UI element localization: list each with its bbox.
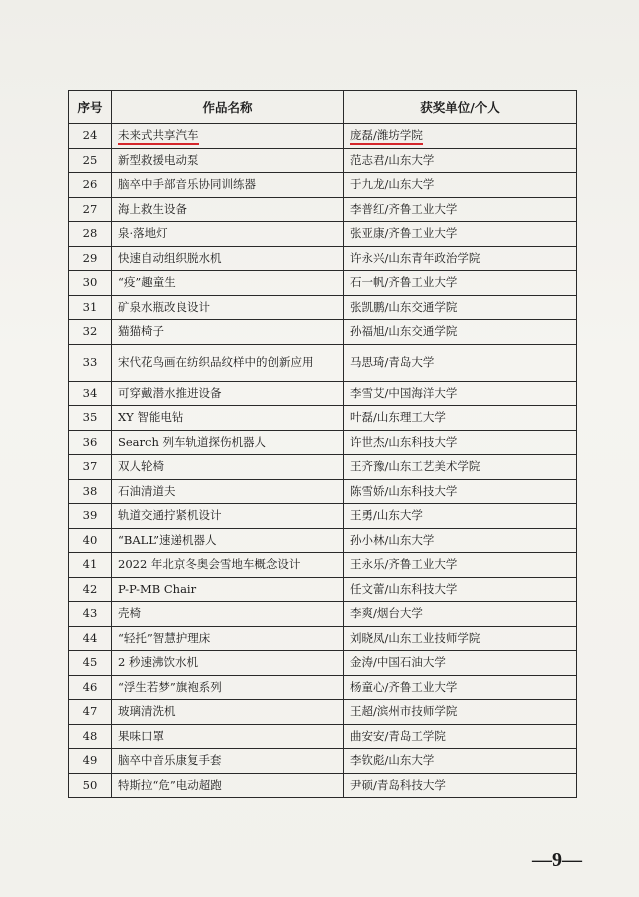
row-work-name bbox=[112, 553, 344, 578]
row-number-text: 39 bbox=[82, 508, 98, 523]
row-work-name bbox=[112, 271, 344, 296]
row-winner-text: 许世杰/山东科技大学 bbox=[350, 434, 458, 449]
row-work-name bbox=[112, 724, 344, 749]
table-row bbox=[69, 749, 577, 774]
table-row bbox=[69, 124, 577, 149]
row-number-text: 29 bbox=[82, 250, 98, 265]
table-row bbox=[69, 295, 577, 320]
row-work-name-text: 轨道交通拧紧机设计 bbox=[118, 508, 222, 523]
row-work-name-text: 快速自动组织脱水机 bbox=[118, 250, 222, 265]
row-number bbox=[69, 577, 112, 602]
row-work-name-text: 2022 年北京冬奥会雪地车概念设计 bbox=[118, 557, 301, 572]
row-winner-text: 王齐豫/山东工艺美术学院 bbox=[350, 459, 481, 474]
row-work-name-text: 壳椅 bbox=[118, 606, 141, 621]
row-winner-text: 王永乐/齐鲁工业大学 bbox=[350, 557, 458, 572]
row-winner-text: 庞磊/潍坊学院 bbox=[350, 128, 423, 145]
row-winner bbox=[344, 675, 577, 700]
row-winner-text: 刘晓凤/山东工业技师学院 bbox=[350, 630, 481, 645]
row-number-text: 31 bbox=[82, 299, 98, 314]
row-work-name bbox=[112, 197, 344, 222]
row-number-text: 47 bbox=[82, 704, 98, 719]
row-number-text: 28 bbox=[82, 226, 98, 241]
row-work-name-text: 宋代花鸟画在纺织品纹样中的创新应用 bbox=[118, 355, 314, 369]
table-row bbox=[69, 344, 577, 381]
row-winner-text: 石一帆/齐鲁工业大学 bbox=[350, 275, 458, 290]
row-number-text: 25 bbox=[82, 152, 98, 167]
row-winner bbox=[344, 344, 577, 381]
row-winner bbox=[344, 295, 577, 320]
row-work-name bbox=[112, 430, 344, 455]
table-row bbox=[69, 320, 577, 345]
table-row bbox=[69, 271, 577, 296]
row-number bbox=[69, 749, 112, 774]
header-unit: 获奖单位/个人 bbox=[344, 91, 577, 124]
row-winner-text: 李雪艾/中国海洋大学 bbox=[350, 385, 458, 400]
row-number bbox=[69, 553, 112, 578]
row-work-name bbox=[112, 320, 344, 345]
table-row bbox=[69, 381, 577, 406]
row-work-name bbox=[112, 700, 344, 725]
row-work-name-text: 双人轮椅 bbox=[118, 459, 164, 474]
row-winner bbox=[344, 197, 577, 222]
row-number-text: 40 bbox=[82, 532, 98, 547]
row-work-name bbox=[112, 651, 344, 676]
row-winner-text: 范志君/山东大学 bbox=[350, 152, 435, 167]
row-work-name-text: “轻托”智慧护理床 bbox=[118, 630, 211, 645]
row-work-name-text: P-P-MB Chair bbox=[118, 581, 197, 596]
row-work-name-text: 特斯拉“危”电动超跑 bbox=[118, 777, 222, 792]
header-name: 作品名称 bbox=[112, 91, 344, 124]
table-row bbox=[69, 602, 577, 627]
row-winner bbox=[344, 406, 577, 431]
row-work-name-text: 玻璃清洗机 bbox=[118, 704, 176, 719]
row-work-name-text: 新型救援电动泵 bbox=[118, 152, 199, 167]
row-number-text: 37 bbox=[82, 459, 98, 474]
table-row bbox=[69, 173, 577, 198]
table-row bbox=[69, 197, 577, 222]
row-winner bbox=[344, 626, 577, 651]
awards-table bbox=[68, 90, 577, 798]
row-winner bbox=[344, 479, 577, 504]
row-work-name-text: 未来式共享汽车 bbox=[118, 128, 199, 145]
row-winner-text: 张亚康/齐鲁工业大学 bbox=[350, 226, 458, 241]
row-number-text: 49 bbox=[82, 753, 98, 768]
table-row bbox=[69, 528, 577, 553]
row-work-name-text: Search 列车轨道探伤机器人 bbox=[118, 434, 267, 449]
row-number bbox=[69, 528, 112, 553]
row-work-name-text: 矿泉水瓶改良设计 bbox=[118, 299, 210, 314]
table-header-row bbox=[69, 91, 577, 124]
row-number-text: 44 bbox=[82, 630, 98, 645]
row-work-name bbox=[112, 455, 344, 480]
row-winner bbox=[344, 246, 577, 271]
row-work-name bbox=[112, 344, 344, 381]
row-number bbox=[69, 381, 112, 406]
row-number-text: 27 bbox=[82, 201, 98, 216]
row-winner bbox=[344, 320, 577, 345]
row-winner bbox=[344, 602, 577, 627]
row-work-name bbox=[112, 528, 344, 553]
row-number bbox=[69, 700, 112, 725]
row-winner-text: 李普红/齐鲁工业大学 bbox=[350, 201, 458, 216]
row-work-name bbox=[112, 626, 344, 651]
row-winner-text: 杨童心/齐鲁工业大学 bbox=[350, 679, 458, 694]
row-number bbox=[69, 124, 112, 149]
row-winner bbox=[344, 148, 577, 173]
row-work-name-text: “浮生若梦”旗袍系列 bbox=[118, 679, 222, 694]
row-work-name bbox=[112, 504, 344, 529]
row-number-text: 45 bbox=[82, 655, 98, 670]
table-row bbox=[69, 577, 577, 602]
row-number bbox=[69, 148, 112, 173]
row-number-text: 35 bbox=[82, 410, 98, 425]
row-work-name-text: 泉·落地灯 bbox=[118, 226, 168, 241]
row-winner-text: 曲安安/青岛工学院 bbox=[350, 728, 446, 743]
row-winner-text: 叶磊/山东理工大学 bbox=[350, 410, 446, 425]
row-number-text: 43 bbox=[82, 606, 98, 621]
row-winner bbox=[344, 553, 577, 578]
row-work-name-text: 果味口罩 bbox=[118, 728, 164, 743]
row-winner-text: 孙小林/山东大学 bbox=[350, 532, 435, 547]
row-winner bbox=[344, 749, 577, 774]
table-row bbox=[69, 479, 577, 504]
table-row bbox=[69, 148, 577, 173]
row-winner-text: 王超/滨州市技师学院 bbox=[350, 704, 458, 719]
row-work-name-text: 脑卒中手部音乐协同训练器 bbox=[118, 177, 256, 192]
row-work-name-text: 石油清道夫 bbox=[118, 483, 176, 498]
row-number bbox=[69, 246, 112, 271]
row-number bbox=[69, 430, 112, 455]
row-number bbox=[69, 504, 112, 529]
row-work-name bbox=[112, 602, 344, 627]
row-number-text: 41 bbox=[82, 557, 98, 572]
row-winner-text: 马思琦/青岛大学 bbox=[350, 355, 435, 369]
table-row bbox=[69, 246, 577, 271]
row-number-text: 36 bbox=[82, 434, 98, 449]
row-number bbox=[69, 724, 112, 749]
row-winner bbox=[344, 577, 577, 602]
row-number bbox=[69, 479, 112, 504]
row-number bbox=[69, 773, 112, 798]
row-number bbox=[69, 455, 112, 480]
row-work-name-text: 猫猫椅子 bbox=[118, 324, 164, 339]
row-winner-text: 于九龙/山东大学 bbox=[350, 177, 435, 192]
row-work-name-text: 脑卒中音乐康复手套 bbox=[118, 753, 222, 768]
row-number-text: 33 bbox=[82, 355, 98, 369]
row-number-text: 42 bbox=[82, 581, 98, 596]
row-winner-text: 金涛/中国石油大学 bbox=[350, 655, 446, 670]
row-work-name bbox=[112, 406, 344, 431]
row-number-text: 46 bbox=[82, 679, 98, 694]
row-winner bbox=[344, 173, 577, 198]
row-work-name bbox=[112, 246, 344, 271]
table-row bbox=[69, 504, 577, 529]
table-row bbox=[69, 222, 577, 247]
row-winner bbox=[344, 773, 577, 798]
row-number bbox=[69, 320, 112, 345]
row-number bbox=[69, 651, 112, 676]
table-row bbox=[69, 773, 577, 798]
row-work-name bbox=[112, 295, 344, 320]
row-winner bbox=[344, 651, 577, 676]
row-winner bbox=[344, 430, 577, 455]
row-work-name-text: 2 秒速沸饮水机 bbox=[118, 655, 198, 670]
table-row bbox=[69, 724, 577, 749]
row-work-name bbox=[112, 124, 344, 149]
row-number bbox=[69, 295, 112, 320]
row-winner bbox=[344, 124, 577, 149]
row-number bbox=[69, 626, 112, 651]
row-winner bbox=[344, 222, 577, 247]
row-work-name-text: “疫”趣童生 bbox=[118, 275, 176, 290]
row-number-text: 38 bbox=[82, 483, 98, 498]
row-number-text: 34 bbox=[82, 385, 98, 400]
table-body bbox=[69, 124, 577, 798]
row-work-name-text: “BALL”速递机器人 bbox=[118, 532, 217, 547]
row-number bbox=[69, 173, 112, 198]
row-number-text: 24 bbox=[82, 128, 98, 143]
row-work-name bbox=[112, 222, 344, 247]
table-row bbox=[69, 406, 577, 431]
table-row bbox=[69, 651, 577, 676]
row-number-text: 30 bbox=[82, 275, 98, 290]
row-work-name bbox=[112, 148, 344, 173]
table-row bbox=[69, 700, 577, 725]
row-winner-text: 陈雪娇/山东科技大学 bbox=[350, 483, 458, 498]
row-number bbox=[69, 344, 112, 381]
row-work-name bbox=[112, 577, 344, 602]
header-no: 序号 bbox=[69, 91, 112, 124]
row-work-name bbox=[112, 173, 344, 198]
row-number-text: 26 bbox=[82, 177, 98, 192]
row-work-name-text: 可穿戴潜水推进设备 bbox=[118, 385, 222, 400]
table-row bbox=[69, 430, 577, 455]
row-winner-text: 尹硕/青岛科技大学 bbox=[350, 777, 446, 792]
row-work-name-text: 海上救生设备 bbox=[118, 201, 187, 216]
row-work-name bbox=[112, 381, 344, 406]
row-winner bbox=[344, 271, 577, 296]
row-number-text: 48 bbox=[82, 728, 98, 743]
row-number bbox=[69, 602, 112, 627]
row-work-name-text: XY 智能电钻 bbox=[118, 410, 184, 425]
row-winner-text: 李爽/烟台大学 bbox=[350, 606, 423, 621]
row-work-name bbox=[112, 773, 344, 798]
row-winner bbox=[344, 455, 577, 480]
row-winner bbox=[344, 724, 577, 749]
table-row bbox=[69, 675, 577, 700]
row-work-name bbox=[112, 749, 344, 774]
row-winner bbox=[344, 700, 577, 725]
row-winner bbox=[344, 381, 577, 406]
row-number bbox=[69, 197, 112, 222]
row-winner-text: 任文蕾/山东科技大学 bbox=[350, 581, 458, 596]
table-row bbox=[69, 626, 577, 651]
row-winner-text: 许永兴/山东青年政治学院 bbox=[350, 250, 481, 265]
row-number bbox=[69, 675, 112, 700]
row-work-name bbox=[112, 675, 344, 700]
page-number: —9— bbox=[532, 849, 582, 871]
row-number-text: 50 bbox=[82, 777, 98, 792]
row-winner-text: 孙福旭/山东交通学院 bbox=[350, 324, 458, 339]
table-row bbox=[69, 553, 577, 578]
row-winner-text: 张凯鹏/山东交通学院 bbox=[350, 299, 458, 314]
row-winner-text: 李钦彪/山东大学 bbox=[350, 753, 435, 768]
table-row bbox=[69, 455, 577, 480]
row-winner bbox=[344, 504, 577, 529]
row-number bbox=[69, 406, 112, 431]
row-winner bbox=[344, 528, 577, 553]
row-number bbox=[69, 222, 112, 247]
row-number bbox=[69, 271, 112, 296]
row-number-text: 32 bbox=[82, 324, 98, 339]
row-work-name bbox=[112, 479, 344, 504]
row-winner-text: 王勇/山东大学 bbox=[350, 508, 423, 523]
